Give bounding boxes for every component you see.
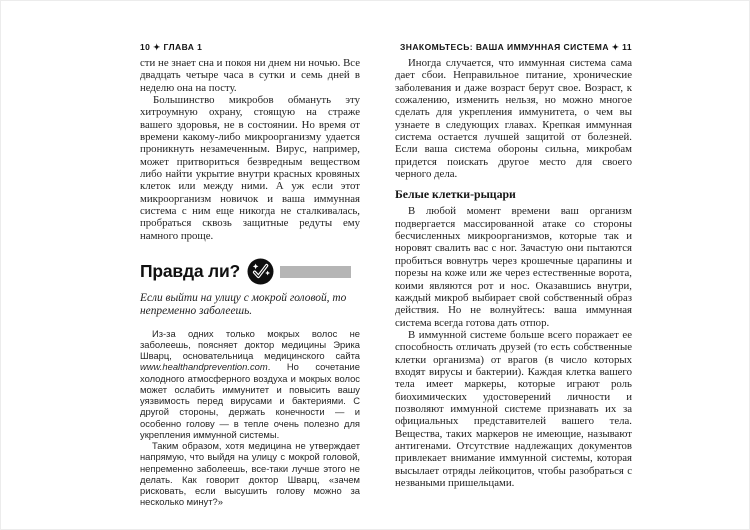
truth-box-answer-1 [140,328,360,441]
truth-box-answer-2: Таким образом, хотя медицина не утверждает напрямую, что выйдя на улицу с мокрой головой, непременно заболеешь, все-таки лучше этого не делать. Как говорит доктор Шварц, «зачем рисковать, если высушить голову можно за несколько минут?» [140,440,360,508]
checkmark-sparkle-icon [247,258,274,285]
paragraph-continuation: сти не знает сна и покоя ни днем ни ночью. Все двадцать четыре часа в сутки и семь дней в неделю она на посту. [140,57,360,94]
truth-box-rule [280,266,351,278]
running-head-left: 10 ✦ ГЛАВА 1 [140,42,203,52]
paragraph-intro: Иногда случается, что иммунная система сама дает сбои. Неправильное питание, хронические заболевания и даже возраст берут свое. Возраст, к сожалению, изменить нельзя, но можно многое сделать для укрепления иммунитета, о чем вы узнаете в следующих главах. Крепкая иммунная система остается лучшей защитой от болезней. Если ваша система обороны сильна, микробам придется поискать другое место для своего черного дела. [395,57,632,181]
paragraph-markers: В иммунной системе больше всего поражает ее способность отличать друзей (то есть собственные клетки организма) от врагов (в число которых входят вирусы и бактерии). Каждая клетка вашего тела имеет маркеры, которые играют роль биохимических удостоверений личности и позволяют иммунной системе признавать их за официальных представителей вашего тела. Вещества, таких маркеров не имеющие, называют антигенами. Отсутствие надлежащих документов привлекает внимание иммунной системы, которая высылает отряды лейкоцитов, чтобы разобраться с незваными пришельцами. [395,328,632,489]
truth-box-header [140,256,360,287]
running-head-right: ЗНАКОМЬТЕСЬ: ВАША ИММУННАЯ СИСТЕМА ✦ 11 [399,42,632,52]
paragraph-microbes: Большинство микробов обмануть эту хитроумную охрану, стоящую на страже вашего здоровья, не в состоянии. Но время от времени какому-либо микроорганизму удается проникнуть незамеченным. Вирус, например, может притвориться безвредным веществом либо найти укрытие внутри красных кровяных клеток или между ними. А уж если этот микроорганизм новичок и ваша иммунная система с ним еще никогда не сталкивалась, пробраться сквозь защитные редуты ему намного проще. [140,94,360,242]
answer-text-lead: Из-за одних только мокрых волос не заболеешь, поясняет доктор медицины Эрика Шварц, основательница медицинского сайта [140,327,360,362]
section-heading-white-cells: Белые клетки-рыцари [395,187,516,202]
truth-box-title: Правда ли? [140,261,241,282]
website-url-text: www.healthandprevention.com [140,361,268,373]
spread [140,42,632,508]
left-page-column [140,42,360,508]
truth-box [140,256,360,507]
answer-text-tail: . Но сочетание холодного атмосферного воздуха и мокрых волос может ослабить иммунитет и повысить вашу уязвимость перед вирусами и бактериями. С другой стороны, держать конечности — и особенно голову — в тепле очень полезно для укрепления иммунной системы. [140,361,360,440]
truth-box-claim: Если выйти на улицу с мокрой головой, то непременно заболеешь. [140,292,347,318]
right-page-column [395,42,632,508]
paragraph-attack: В любой момент времени ваш организм подвергается массированной атаке со стороны бесчисленных микроорганизмов, которые так и норовят свалить вас с ног. Зачастую они пытаются пробиться вовнутрь через крошечные царапины и порезы на коже или же через естественные ворота, коими являются рот и нос. Оказавшись внутри, каждый микроб выбирает свой собственный образ действия. Но не волнуйтесь: ваша иммунная система всегда готова дать отпор. [395,205,632,329]
